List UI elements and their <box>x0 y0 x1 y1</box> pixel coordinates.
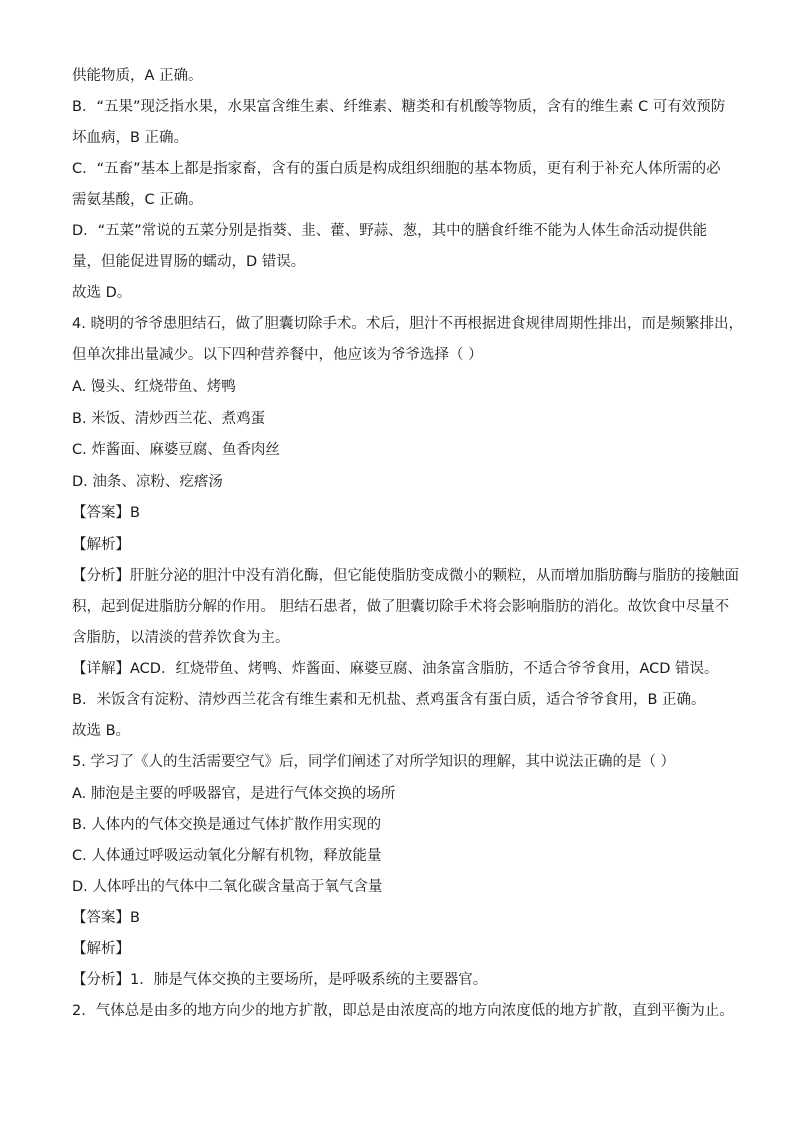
option-a: A. 肺泡是主要的呼吸器官，是进行气体交换的场所 <box>72 786 396 802</box>
text-line: 量，但能促进胃肠的蠕动，D 错误。 <box>72 254 306 270</box>
option-b: B. 人体内的气体交换是通过气体扩散作用实现的 <box>72 817 382 833</box>
option-b: B. 米饭、清炒西兰花、煮鸡蛋 <box>72 411 266 427</box>
text-line: 【分析】肝脏分泌的胆汁中没有消化酶，但它能使脂肪变成微小的颗粒，从而增加脂肪酶与脂肪的接触面 <box>72 568 739 584</box>
text-line: 供能物质，A 正确。 <box>72 68 203 84</box>
text-line: 含脂肪，以清淡的营养饮食为主。 <box>72 630 290 646</box>
analysis-label: 【解析】 <box>72 537 130 553</box>
text-line: 积，起到促进脂肪分解的作用。 胆结石患者，做了胆囊切除手术将会影响脂肪的消化。故饮食中尽量不 <box>72 599 730 615</box>
option-c: C. 人体通过呼吸运动氧化分解有机物，释放能量 <box>72 848 382 864</box>
analysis-label: 【解析】 <box>72 941 130 957</box>
text-line: B．米饭含有淀粉、清炒西兰花含有维生素和无机盐、煮鸡蛋含有蛋白质，适合爷爷食用，B 正确。 <box>72 692 706 708</box>
text-line: 故选 D。 <box>72 285 132 301</box>
question-4-stem: 但单次排出量减少。以下四种营养餐中，他应该为爷爷选择（ ） <box>72 347 483 363</box>
text-line: C．“五畜”基本上都是指家畜，含有的蛋白质是构成组织细胞的基本物质，更有利于补充人体所需的必 <box>72 161 721 177</box>
option-c: C. 炸酱面、麻婆豆腐、鱼香肉丝 <box>72 442 280 458</box>
text-line: 2．气体总是由多的地方向少的地方扩散，即总是由浓度高的地方向浓度低的地方扩散，直到平衡为止。 <box>72 1003 734 1019</box>
text-line: D．“五菜”常说的五菜分别是指葵、韭、藿、野蒜、葱，其中的膳食纤维不能为人体生命活动提供能 <box>72 223 708 239</box>
text-line: 【详解】ACD．红烧带鱼、烤鸭、炸酱面、麻婆豆腐、油条富含脂肪，不适合爷爷食用，ACD 错误。 <box>72 661 719 677</box>
text-line: 坏血病，B 正确。 <box>72 130 189 146</box>
option-d: D. 人体呼出的气体中二氧化碳含量高于氧气含量 <box>72 879 383 895</box>
text-line: 需氨基酸，C 正确。 <box>72 192 203 208</box>
option-a: A. 馒头、红烧带鱼、烤鸭 <box>72 379 236 395</box>
text-line: B．“五果”现泛指水果，水果富含维生素、纤维素、糖类和有机酸等物质，含有的维生素 C 可有效预防 <box>72 99 726 115</box>
text-line: 故选 B。 <box>72 723 131 739</box>
option-d: D. 油条、凉粉、疙瘩汤 <box>72 474 223 490</box>
question-5-stem: 5. 学习了《人的生活需要空气》后，同学们阐述了对所学知识的理解，其中说法正确的是（ ） <box>72 754 676 770</box>
text-line: 【分析】1．肺是气体交换的主要场所，是呼吸系统的主要器官。 <box>72 972 488 988</box>
answer-label: 【答案】B <box>72 505 140 521</box>
question-4-stem: 4. 晓明的爷爷患胆结石，做了胆囊切除手术。术后，胆汁不再根据进食规律周期性排出，而是频繁排出， <box>72 316 743 332</box>
answer-label: 【答案】B <box>72 910 140 926</box>
